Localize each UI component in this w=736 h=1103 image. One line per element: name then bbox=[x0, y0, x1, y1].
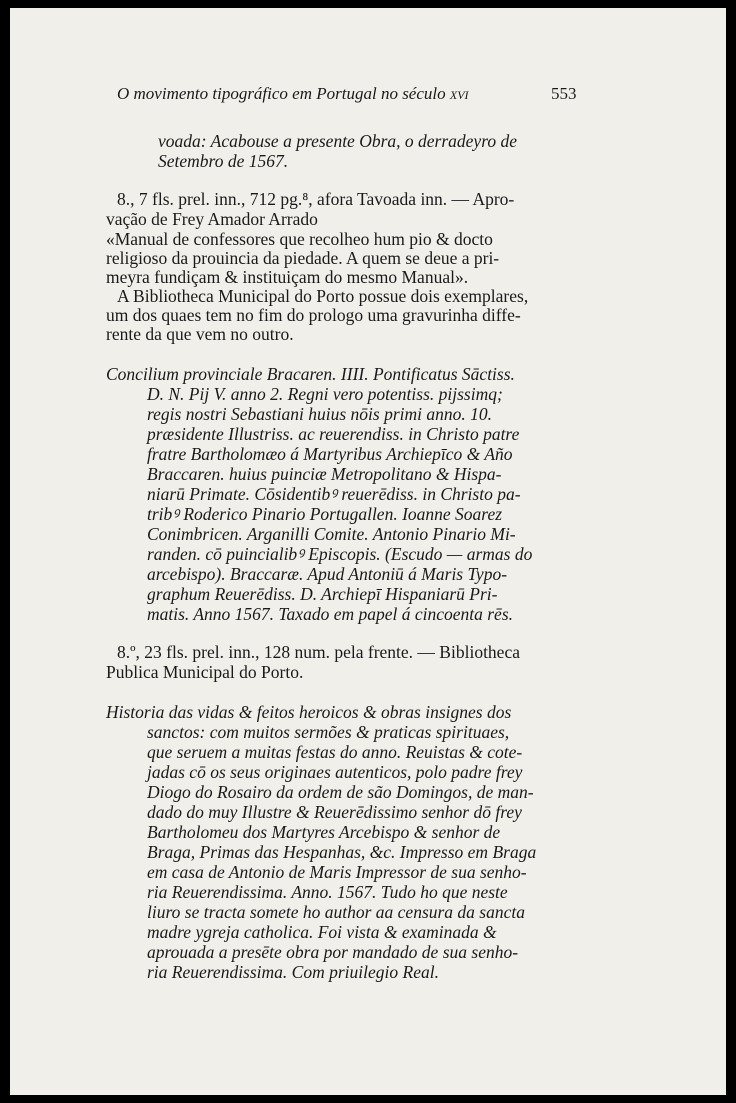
entry1-body-line: 8., 7 fls. prel. inn., 712 pg.⁸, afora Tavoada inn. — Apro- bbox=[117, 189, 515, 209]
entry2-title-line: fratre Bartholomæo á Martyribus Archiepīco & Año bbox=[147, 444, 513, 464]
book-page bbox=[10, 8, 726, 1095]
entry1-body-line: religioso da prouincia da piedade. A quem se deue a pri- bbox=[106, 248, 500, 268]
entry2-title-line: graphum Reuerēdiss. D. Archiepī Hispaniarū Pri- bbox=[147, 584, 498, 604]
entry3-title-line: Historia das vidas & feitos heroicos & obras insignes dos bbox=[106, 702, 512, 722]
entry2-title-line: randen. cō puincialibꝰ Episcopis. (Escudo — armas do bbox=[147, 544, 533, 564]
entry2-title-line: Concilium provinciale Bracaren. IIII. Pontificatus Sāctiss. bbox=[106, 364, 515, 384]
entry1-body-line: rente da que vem no outro. bbox=[106, 324, 294, 344]
entry3-title-line: aprouada a presēte obra por mandado de sua senho- bbox=[147, 942, 519, 962]
entry2-body-line: 8.º, 23 fls. prel. inn., 128 num. pela frente. — Bibliotheca bbox=[117, 642, 520, 662]
entry2-title-line: præsidente Illustriss. ac reuerendiss. in Christo patre bbox=[147, 424, 520, 444]
entry2-title-line: niarū Primate. Cōsidentibꝰ reuerēdiss. in Christo pa- bbox=[147, 484, 521, 504]
entry3-title-line: dado do muy Illustre & Reuerēdissimo senhor dō frey bbox=[147, 802, 522, 822]
entry3-title-line: ria Reuerendissima. Com priuilegio Real. bbox=[147, 962, 439, 982]
page-number: 553 bbox=[551, 84, 577, 103]
entry3-title-line: em casa de Antonio de Maris Impressor de sua senho- bbox=[147, 862, 527, 882]
entry2-title-line: regis nostri Sebastiani huius nōis primi anno. 10. bbox=[147, 404, 493, 424]
entry3-title-line: Bartholomeu dos Martyres Arcebispo & senhor de bbox=[147, 822, 501, 842]
entry3-title-line: liuro se tracta somete ho author aa censura da sancta bbox=[147, 902, 526, 922]
entry2-title-line: tribꝰ Roderico Pinario Portugallen. Ioanne Soarez bbox=[147, 504, 503, 524]
entry2-title-line: matis. Anno 1567. Taxado em papel á cincoenta rēs. bbox=[147, 604, 514, 624]
entry3-title-line: ria Reuerendissima. Anno. 1567. Tudo ho que neste bbox=[147, 882, 508, 902]
entry2-body-line: Publica Municipal do Porto. bbox=[106, 662, 304, 682]
entry3-title-line: Braga, Primas das Hespanhas, &c. Impresso em Braga bbox=[147, 842, 537, 862]
entry2-title-line: Conimbricen. Arganilli Comite. Antonio Pinario Mi- bbox=[147, 524, 516, 544]
entry1-title-line: voada: Acabouse a presente Obra, o derradeyro de bbox=[158, 131, 517, 151]
entry1-body-line: A Bibliotheca Municipal do Porto possue dois exemplares, bbox=[117, 286, 529, 306]
entry3-title-line: jadas cō os seus originaes autenticos, polo padre frey bbox=[147, 762, 523, 782]
entry2-title-line: arcebispo). Braccaræ. Apud Antoniū á Maris Typo- bbox=[147, 564, 508, 584]
entry1-title-line: Setembro de 1567. bbox=[158, 151, 289, 171]
entry2-title-line: Braccaren. huius puinciæ Metropolitano & Hispa- bbox=[147, 464, 502, 484]
entry2-title-line: D. N. Pij V. anno 2. Regni vero potentiss. pijssimq; bbox=[147, 384, 503, 404]
entry3-title-line: Diogo do Rosairo da ordem de são Domingos, de man- bbox=[147, 782, 534, 802]
entry3-title-line: que seruem a muitas festas do anno. Reuistas & cote- bbox=[147, 742, 523, 762]
entry3-title-line: sanctos: com muitos sermões & praticas spirituaes, bbox=[147, 722, 510, 742]
running-title: O movimento tipográfico em Portugal no século bbox=[117, 84, 446, 103]
entry3-title-line: madre ygreja catholica. Foi vista & examinada & bbox=[147, 922, 497, 942]
running-header bbox=[117, 84, 469, 104]
entry1-body-line: um dos quaes tem no fim do prologo uma gravurinha diffe- bbox=[106, 305, 521, 325]
century-label: xvi bbox=[449, 84, 469, 103]
entry1-body-line: vação de Frey Amador Arrado bbox=[106, 209, 318, 229]
entry1-body-line: meyra fundiçam & instituiçam do mesmo Manual». bbox=[106, 267, 469, 287]
entry1-body-line: «Manual de confessores que recolheo hum pio & docto bbox=[106, 229, 493, 249]
